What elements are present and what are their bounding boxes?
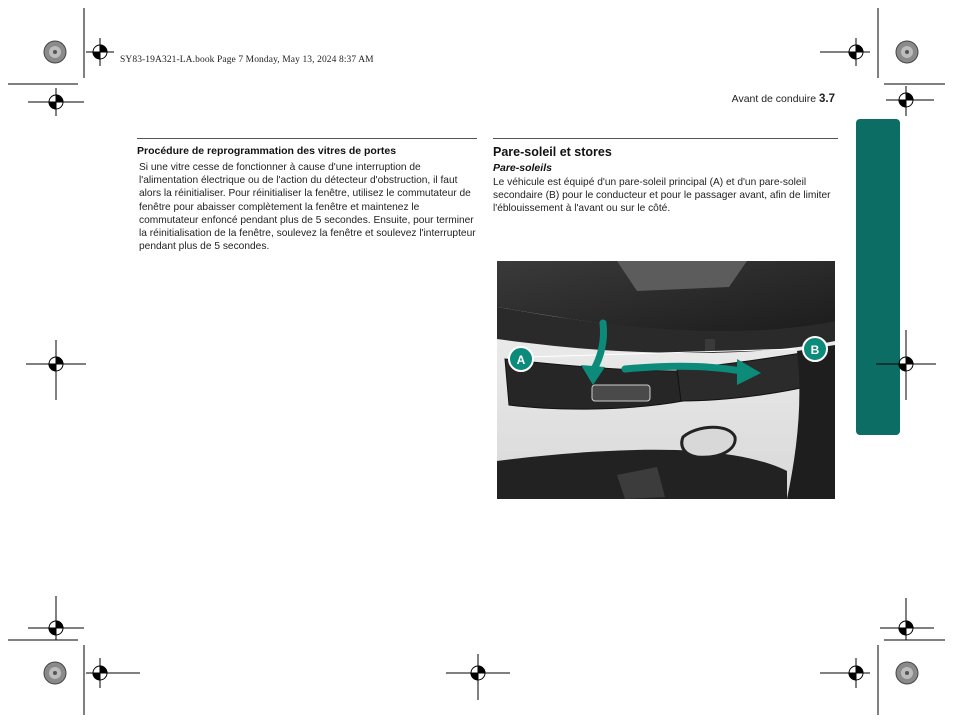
registration-target (26, 340, 86, 400)
running-head-page-number: 3.7 (819, 93, 835, 105)
registration-target (820, 38, 870, 66)
color-wheel-mark (44, 41, 66, 63)
color-wheel-mark (44, 662, 66, 684)
callout-b-label: B (810, 343, 820, 357)
section-heading-window-reset: Procédure de reprogrammation des vitres de portes (137, 145, 397, 157)
registration-target (86, 658, 140, 688)
registration-target (880, 598, 934, 640)
registration-target (446, 654, 510, 700)
window-reset-paragraph: Si une vitre cesse de fonctionner à cause d'une interruption de l'alimentation électrique ou de l'action du détecteur d'obstruction, il faut alors la réinitialiser. Pour réinitialiser la fenêtre, utilisez le commutateur de fenêtre pour abaisser complètement la fenêtre et maintenez le commutateur enfoncé pendant plus de 5 secondes. Ensuite, pour terminer la réinitialisation de la fenêtre, soulevez la fenêtre et soulevez l'interrupteur pendant plus de 5 secondes. (139, 162, 476, 253)
registration-target (876, 330, 936, 400)
section-heading-sunvisors: Pare-soleil et stores (493, 145, 612, 159)
color-wheel-mark (896, 662, 918, 684)
registration-target (28, 88, 84, 116)
callout-a-label: A (516, 353, 526, 367)
registration-target (28, 596, 84, 640)
running-head-section: Avant de conduire (731, 93, 819, 105)
sunvisors-paragraph: Le véhicule est équipé d'un pare-soleil principal (A) et d'un pare-soleil secondaire (B) pour le conducteur et pour le passager avant, afin de limiter l'éblouissement à l'avant ou sur le côté. (493, 177, 831, 215)
print-header: SY83-19A321-LA.book Page 7 Monday, May 13, 2024 8:37 AM (120, 55, 374, 65)
subheading-sunvisors: Pare-soleils (493, 162, 552, 174)
registration-target (86, 38, 114, 66)
registration-target (886, 86, 934, 116)
color-wheel-mark (896, 41, 918, 63)
registration-target (820, 658, 870, 688)
